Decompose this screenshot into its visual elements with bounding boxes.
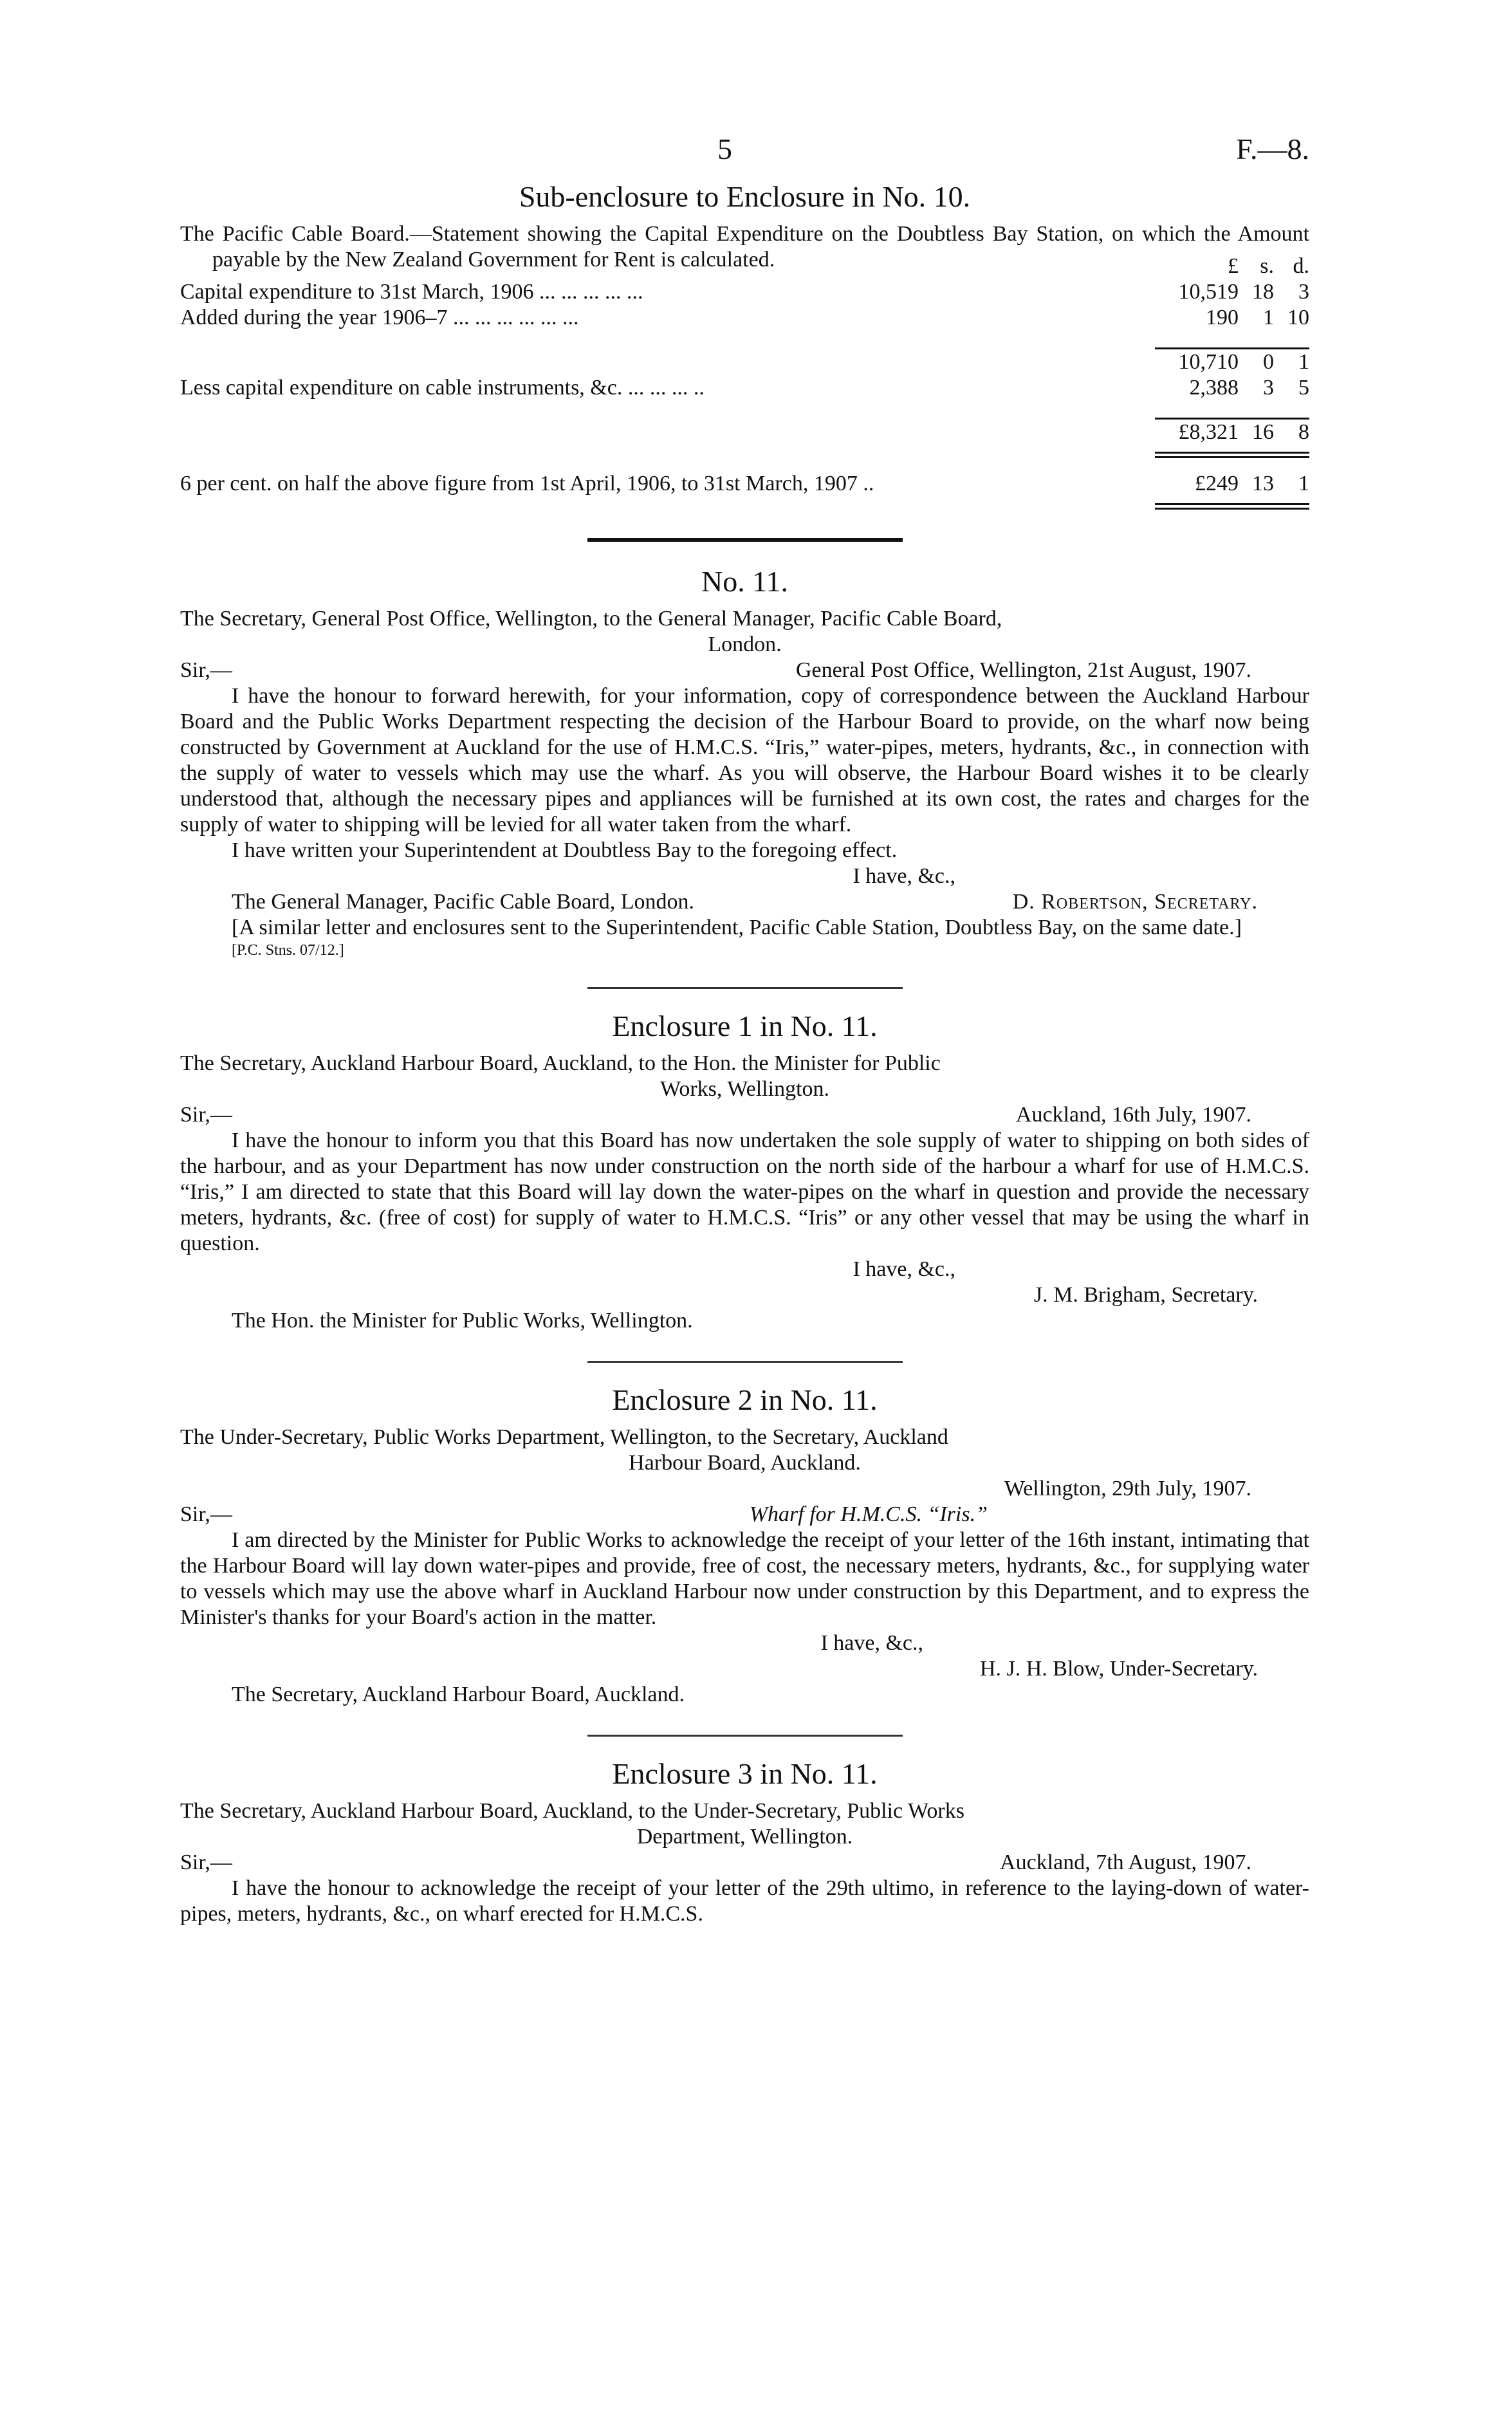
no11-from-to: The Secretary, General Post Office, Wellington, to the General Manager, Pacific Cable Board,	[180, 607, 1002, 631]
statement-subtotal: 10,710 0 1	[1178, 350, 1309, 374]
statement-row: Added during the year 1906–7 ... ... ... ... ... ... 190 1 10	[180, 306, 1309, 329]
statement-total: £8,321 16 8	[1178, 420, 1309, 444]
expenditure-statement	[180, 254, 1309, 510]
enc1-from-to: The Secretary, Auckland Harbour Board, Auckland, to the Hon. the Minister for Public	[180, 1051, 941, 1075]
closing: I have, &c.,	[853, 1257, 955, 1281]
enc1-from-to-cont: Works, Wellington.	[659, 1077, 830, 1101]
letter-date: Auckland, 7th August, 1907.	[1000, 1851, 1251, 1874]
no11-paragraph: I have written your Superintendent at Doubtless Bay to the foregoing effect.	[232, 838, 898, 862]
page-header	[180, 129, 1309, 174]
salutation: Sir,—	[180, 658, 232, 682]
enc2-salutation-line	[180, 1502, 1309, 1528]
no11-salutation-line	[180, 658, 1309, 683]
enc3-paragraph: I have the honour to acknowledge the receipt of your letter of the 29th ultimo, in reference to the laying-down of water-pipes, meters, hydrants, &c., on wharf erected for H.M.C.S.	[180, 1876, 1309, 1926]
no11-from-to-cont: London.	[708, 632, 782, 656]
enc2-from-to-cont: Harbour Board, Auckland.	[629, 1451, 861, 1475]
total-double-rule	[1155, 452, 1309, 458]
no11-paragraph: I have the honour to forward herewith, for your information, copy of correspondence between the Auckland Harbour Board and the Public Works Department respecting the decision of the Harbour Board to provide, on the wharf now being constructed by Government at Auckland for the use of H.M.C.S. “Iris,” water-pipes, meters, hydrants, &c., in connection with the supply of water to vessels which may use the wharf. As you will observe, the Harbour Board wishes it to be clearly understood that, although the necessary pipes and appliances will be furnished at its own cost, the rates and charges for the supply of water to shipping will be levied for all water taken from the wharf.	[180, 684, 1309, 836]
section-divider	[587, 1735, 903, 1737]
letter-date: Wellington, 29th July, 1907.	[1004, 1477, 1251, 1500]
no11-title: No. 11.	[701, 565, 788, 598]
sub-enclosure-title: Sub-enclosure to Enclosure in No. 10.	[519, 180, 971, 213]
document-page	[180, 129, 1309, 1927]
addressee: The General Manager, Pacific Cable Board, London.	[232, 890, 694, 914]
rent-double-rule	[1155, 503, 1309, 510]
enc1-title: Enclosure 1 in No. 11.	[612, 1010, 878, 1042]
page-number: 5	[717, 133, 732, 165]
salutation: Sir,—	[180, 1502, 232, 1526]
no11-signature-line	[232, 889, 1258, 915]
salutation: Sir,—	[180, 1851, 232, 1874]
salutation: Sir,—	[180, 1103, 232, 1127]
addressee: The Hon. the Minister for Public Works, Wellington.	[232, 1309, 693, 1333]
section-divider	[587, 1361, 903, 1363]
enc3-salutation-line	[180, 1850, 1309, 1876]
section-divider	[587, 538, 903, 542]
addressee: The Secretary, Auckland Harbour Board, Auckland.	[232, 1683, 685, 1706]
enc1-salutation-line	[180, 1102, 1309, 1128]
signatory: H. J. H. Blow, Under-Secretary.	[979, 1657, 1258, 1681]
closing: I have, &c.,	[853, 864, 955, 888]
letter-date: Auckland, 16th July, 1907.	[1015, 1103, 1251, 1127]
enc2-title: Enclosure 2 in No. 11.	[612, 1383, 878, 1416]
enc3-from-to: The Secretary, Auckland Harbour Board, Auckland, to the Under-Secretary, Public Works	[180, 1799, 964, 1823]
enc2-from-to: The Under-Secretary, Public Works Department, Wellington, to the Secretary, Auckland	[180, 1425, 948, 1449]
file-reference: [P.C. Stns. 07/12.]	[232, 942, 344, 959]
statement-rent-row: 6 per cent. on half the above figure from 1st April, 1906, to 31st March, 1907 .. £249 13 1	[180, 472, 1309, 495]
document-reference: F.—8.	[1236, 133, 1309, 165]
statement-row: Capital expenditure to 31st March, 1906 ... ... ... ... ... 10,519 18 3	[180, 280, 1309, 304]
signatory: D. Robertson, Secretary.	[1012, 890, 1258, 914]
signatory: J. M. Brigham, Secretary.	[1033, 1283, 1258, 1307]
enc3-title: Enclosure 3 in No. 11.	[612, 1757, 878, 1790]
section-divider	[587, 987, 903, 989]
letter-subject: Wharf for H.M.C.S. “Iris.”	[749, 1502, 988, 1526]
enc1-paragraph: I have the honour to inform you that this Board has now undertaken the sole supply of water to shipping on both sides of the harbour, and as your Department has now under construction on the north side of the harbour a wharf for use of H.M.C.S. “Iris,” I am directed to state that this Board will lay down the water-pipes on the wharf in question and provide the necessary meters, hydrants, &c. (free of cost) for supply of water to H.M.C.S. “Iris” or any other vessel that may be using the wharf in question.	[180, 1129, 1309, 1255]
no11-note: [A similar letter and enclosures sent to the Superintendent, Pacific Cable Station, Doubtless Bay, on the same date.]	[232, 916, 1242, 939]
statement-heading: The Pacific Cable Board.—Statement showing the Capital Expenditure on the Doubtless Bay Station, on which the Amount payable by the New Zealand Government for Rent is calculated.	[180, 222, 1309, 272]
statement-less-row: Less capital expenditure on cable instruments, &c. ... ... ... .. 2,388 3 5	[180, 376, 1309, 400]
closing: I have, &c.,	[820, 1631, 923, 1655]
statement-column-heads: £ s. d.	[1228, 254, 1309, 278]
enc3-from-to-cont: Department, Wellington.	[636, 1825, 853, 1849]
letter-date: General Post Office, Wellington, 21st August, 1907.	[795, 658, 1251, 682]
enc2-paragraph: I am directed by the Minister for Public Works to acknowledge the receipt of your letter of the 16th instant, intimating that the Harbour Board will lay down water-pipes and provide, free of cost, the necessary meters, hydrants, &c., for supplying water to vessels which may use the above wharf in Auckland Harbour now under construction by this Department, and to express the Minister's thanks for your Board's action in the matter.	[180, 1528, 1309, 1629]
